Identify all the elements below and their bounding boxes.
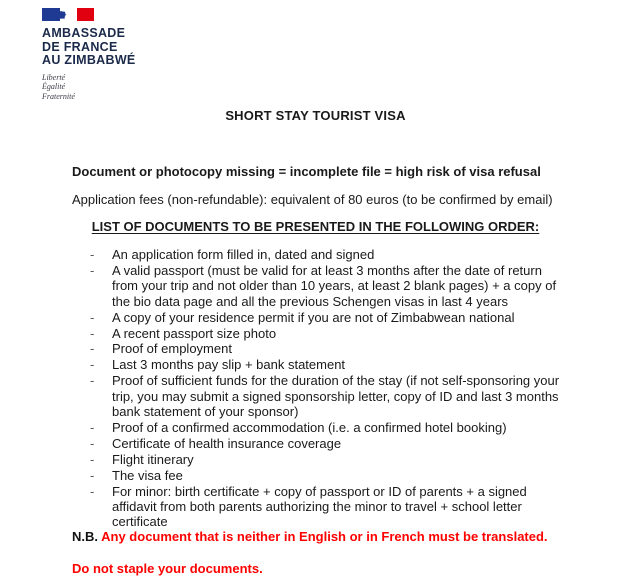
list-item — [88, 373, 560, 419]
list-item-text: The visa fee — [112, 467, 183, 483]
bullet-dash-icon: - — [90, 341, 95, 357]
list-item-text: Flight itinerary — [112, 451, 194, 467]
bullet-dash-icon: - — [90, 325, 95, 341]
bullet-dash-icon: - — [90, 467, 95, 483]
list-item-text: Last 3 months pay slip + bank statement — [112, 357, 346, 373]
bullet-dash-icon: - — [90, 309, 95, 325]
flag-red-band — [77, 8, 95, 21]
warning-statement: Document or photocopy missing = incomplete file = high risk of visa refusal — [72, 164, 541, 179]
list-item-text: Proof of sufficient funds for the duration of the stay (if not self-sponsoring your trip, you may submit a signed sponsorship letter, copy of ID and last 3 months bank statement of your sponsor) — [112, 373, 560, 420]
embassy-name-line-2: DE FRANCE — [42, 39, 118, 54]
motto-egalite: Égalité — [42, 82, 66, 91]
list-item — [88, 436, 560, 451]
bullet-dash-icon: - — [90, 483, 95, 499]
bullet-dash-icon: - — [90, 435, 95, 451]
list-item — [88, 452, 560, 467]
staple-warning: Do not staple your documents. — [72, 561, 263, 576]
list-item — [88, 341, 560, 356]
list-item-text: A valid passport (must be valid for at least 3 months after the date of return from your trip and not older than 10 years, at least 2 blank pages) + a copy of the bio data page and all the previous Schengen visas in last 4 years — [112, 262, 557, 309]
list-item-text: For minor: birth certificate + copy of passport or ID of parents + a signed affidavit from both parents authorizing the minor to travel + school letter certificate — [112, 483, 527, 530]
document-list-heading-text: LIST OF DOCUMENTS TO BE PRESENTED IN THE FOLLOWING ORDER: — [91, 219, 540, 234]
nb-translation-warning: Any document that is neither in English or in French must be translated. — [101, 529, 548, 544]
republic-motto — [42, 73, 242, 102]
list-item — [88, 468, 560, 483]
list-item-text: Proof of employment — [112, 341, 232, 357]
bullet-dash-icon: - — [90, 419, 95, 435]
embassy-name-line-1: AMBASSADE — [42, 26, 126, 40]
list-item-text: A copy of your residence permit if you are not of Zimbabwean national — [112, 309, 515, 325]
list-item — [88, 420, 560, 435]
list-item — [88, 310, 560, 325]
required-documents-list — [88, 247, 560, 530]
list-item — [88, 357, 560, 372]
document-list-heading — [0, 219, 631, 234]
embassy-name — [42, 27, 242, 68]
bullet-dash-icon: - — [90, 451, 95, 467]
motto-fraternite: Fraternité — [42, 91, 75, 101]
letterhead — [42, 8, 242, 101]
bullet-dash-icon: - — [90, 247, 95, 262]
embassy-name-line-3: AU ZIMBABWÉ — [42, 53, 136, 67]
application-fees-note: Application fees (non-refundable): equivalent of 80 euros (to be confirmed by email) — [72, 192, 553, 207]
list-item-text: An application form filled in, dated and signed — [112, 247, 375, 262]
marianne-profile-icon — [55, 9, 69, 20]
nb-label: N.B. — [72, 529, 98, 544]
list-item — [88, 247, 560, 262]
page-title: SHORT STAY TOURIST VISA — [225, 108, 406, 123]
bullet-dash-icon: - — [90, 262, 95, 278]
bullet-dash-icon: - — [90, 373, 95, 389]
bullet-dash-icon: - — [90, 357, 95, 373]
list-item — [88, 326, 560, 341]
list-item — [88, 484, 560, 530]
nb-note — [72, 529, 602, 544]
list-item — [88, 263, 560, 309]
list-item-text: A recent passport size photo — [112, 325, 277, 341]
list-item-text: Certificate of health insurance coverage — [112, 435, 342, 451]
motto-liberte: Liberté — [42, 72, 66, 82]
french-flag-marianne-icon — [42, 8, 94, 21]
list-item-text: Proof of a confirmed accommodation (i.e. a confirmed hotel booking) — [112, 419, 507, 435]
